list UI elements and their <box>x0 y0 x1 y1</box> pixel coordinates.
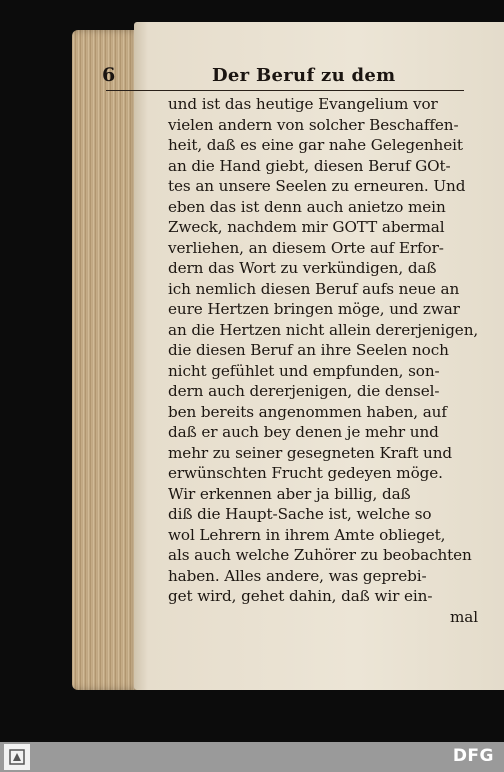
page-header <box>102 62 462 92</box>
text-line: ben bereits angenommen haben, auf <box>168 402 447 421</box>
page-number: 6 <box>102 64 116 86</box>
header-rule <box>106 90 464 91</box>
text-line: mehr zu seiner gesegneten Kraft und <box>168 443 453 462</box>
text-line: als auch welche Zuhörer zu beobachten <box>168 546 472 564</box>
text-line: Zweck, nachdem mir GOTT abermal <box>168 218 445 236</box>
running-head: Der Beruf zu dem <box>212 65 396 86</box>
text-line: daß er auch bey denen je mehr und <box>168 423 439 441</box>
text-line: wol Lehrern in ihrem Amte oblieget, <box>168 525 446 544</box>
text-line: tes an unsere Seelen zu erneuren. Und <box>168 177 466 195</box>
page-edges <box>72 30 142 690</box>
text-line: Wir erkennen aber ja billig, daß <box>168 484 411 503</box>
text-line: die diesen Beruf an ihre Seelen noch <box>168 341 449 359</box>
text-line: get wird, gehet dahin, daß wir ein- <box>168 587 433 605</box>
text-line: erwünschten Frucht gedeyen möge. <box>168 464 443 482</box>
text-line: an die Hertzen nicht allein dererjenigen, <box>168 320 479 339</box>
text-line: an die Hand giebt, diesen Beruf GOt- <box>168 156 451 175</box>
text-line: diß die Haupt-Sache ist, welche so <box>168 505 432 523</box>
text-line: haben. Alles andere, was geprebi- <box>168 566 427 585</box>
text-line: eure Hertzen bringen möge, und zwar <box>168 300 460 318</box>
text-line: vielen andern von solcher Beschaffen- <box>168 115 459 134</box>
library-logo-icon <box>4 744 30 770</box>
dfg-logo: DFG <box>452 746 494 766</box>
catchword: mal <box>449 607 478 626</box>
text-line: nicht gefühlet und empfunden, son- <box>168 361 440 380</box>
text-line: heit, daß es eine gar nahe Gelegenheit <box>168 136 463 154</box>
text-line: und ist das heutige Evangelium vor <box>168 95 438 113</box>
text-line: eben das ist denn auch anietzo mein <box>168 197 446 216</box>
text-line: ich nemlich diesen Beruf aufs neue an <box>168 279 460 298</box>
body-text <box>168 94 480 627</box>
text-line: dern auch dererjenigen, die densel- <box>168 382 440 400</box>
text-line: dern das Wort zu verkündigen, daß <box>168 259 437 277</box>
text-line: verliehen, an diesem Orte auf Erfor- <box>168 238 444 257</box>
viewer-footer <box>0 742 504 772</box>
